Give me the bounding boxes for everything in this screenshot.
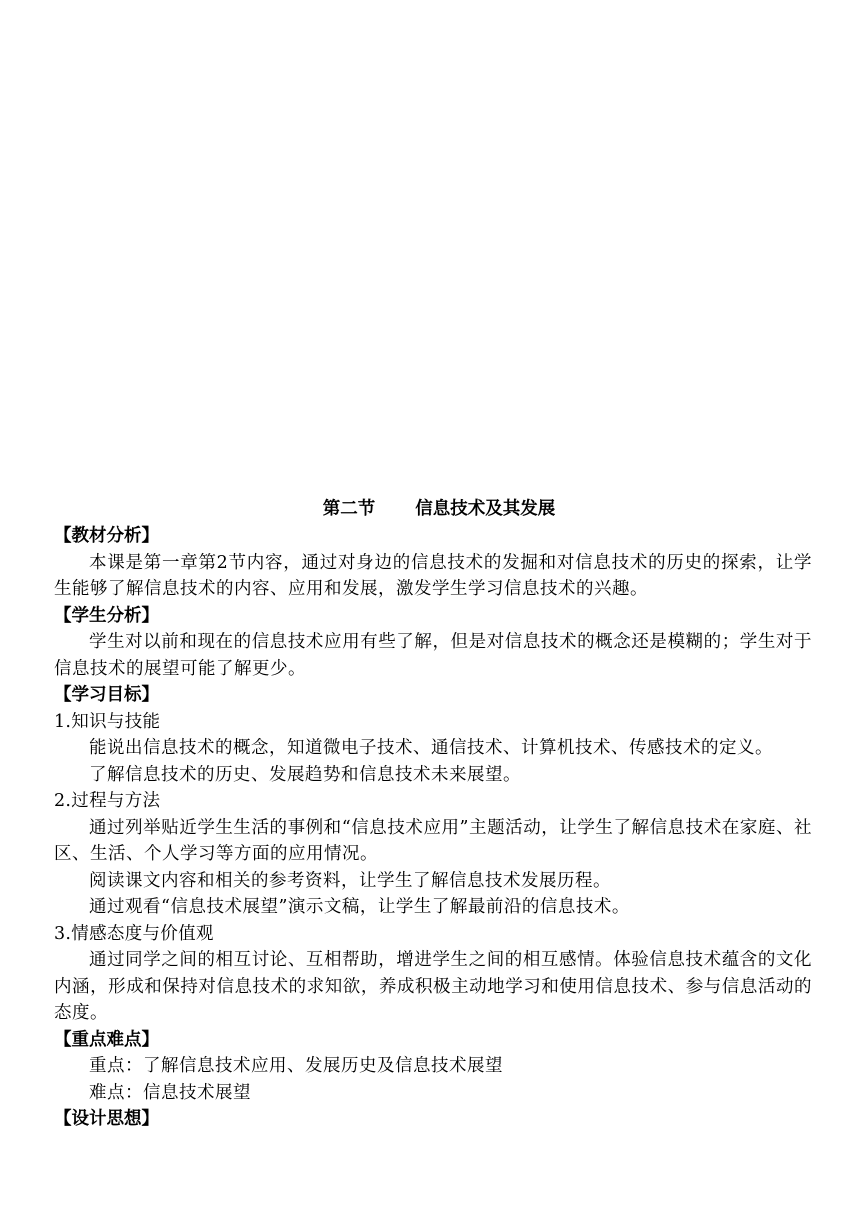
design-heading: 【设计思想】 (54, 1109, 159, 1129)
objective-process-paragraph: 阅读课文内容和相关的参考资料，让学生了解信息技术发展历程。 (89, 870, 611, 891)
key-points-heading: 【重点难点】 (54, 1029, 159, 1050)
objective-knowledge-paragraph: 了解信息技术的历史、发展趋势和信息技术未来展望。 (89, 764, 521, 785)
student-analysis-text: 学生对以前和现在的信息技术应用有些了解，但是对信息技术的概念还是模糊的；学生对于信息技术的展望可能了解更少。 (54, 632, 812, 679)
textbook-analysis-text: 本课是第一章第2节内容，通过对身边的信息技术的发掘和对信息技术的历史的探索，让学生能够了解信息技术的内容、应用和发展，激发学生学习信息技术的兴趣。 (54, 552, 812, 599)
objective-attitude-paragraph: 通过同学之间的相互讨论、互相帮助，增进学生之间的相互感情。体验信息技术蕴含的文化内涵，形成和保持对信息技术的求知欲，养成积极主动地学习和使用信息技术、参与信息活动的态度。 (54, 950, 812, 1023)
section-name: 信息技术及其发展 (415, 499, 556, 519)
textbook-analysis-heading: 【教材分析】 (54, 526, 159, 546)
objective-process-paragraph: 通过观看“信息技术展望”演示文稿，让学生了解最前沿的信息技术。 (89, 897, 630, 917)
key-point-difficulty: 难点：信息技术展望 (89, 1082, 251, 1103)
lesson-document (54, 496, 812, 1133)
key-point-focus: 重点：了解信息技术应用、发展历史及信息技术展望 (89, 1056, 503, 1076)
section-title (66, 496, 812, 523)
objectives-heading: 【学习目标】 (54, 685, 159, 705)
objective-process-title: 2.过程与方法 (54, 791, 161, 811)
objective-process-paragraph: 通过列举贴近学生生活的事例和“信息技术应用”主题活动，让学生了解信息技术在家庭、社区、生活、个人学习等方面的应用情况。 (54, 817, 812, 864)
student-analysis-heading: 【学生分析】 (54, 605, 159, 626)
objective-knowledge-title: 1.知识与技能 (54, 711, 161, 732)
section-number: 第二节 (322, 499, 376, 519)
objective-knowledge-paragraph: 能说出信息技术的概念，知道微电子技术、通信技术、计算机技术、传感技术的定义。 (89, 738, 773, 758)
objective-attitude-title: 3.情感态度与价值观 (54, 923, 214, 944)
